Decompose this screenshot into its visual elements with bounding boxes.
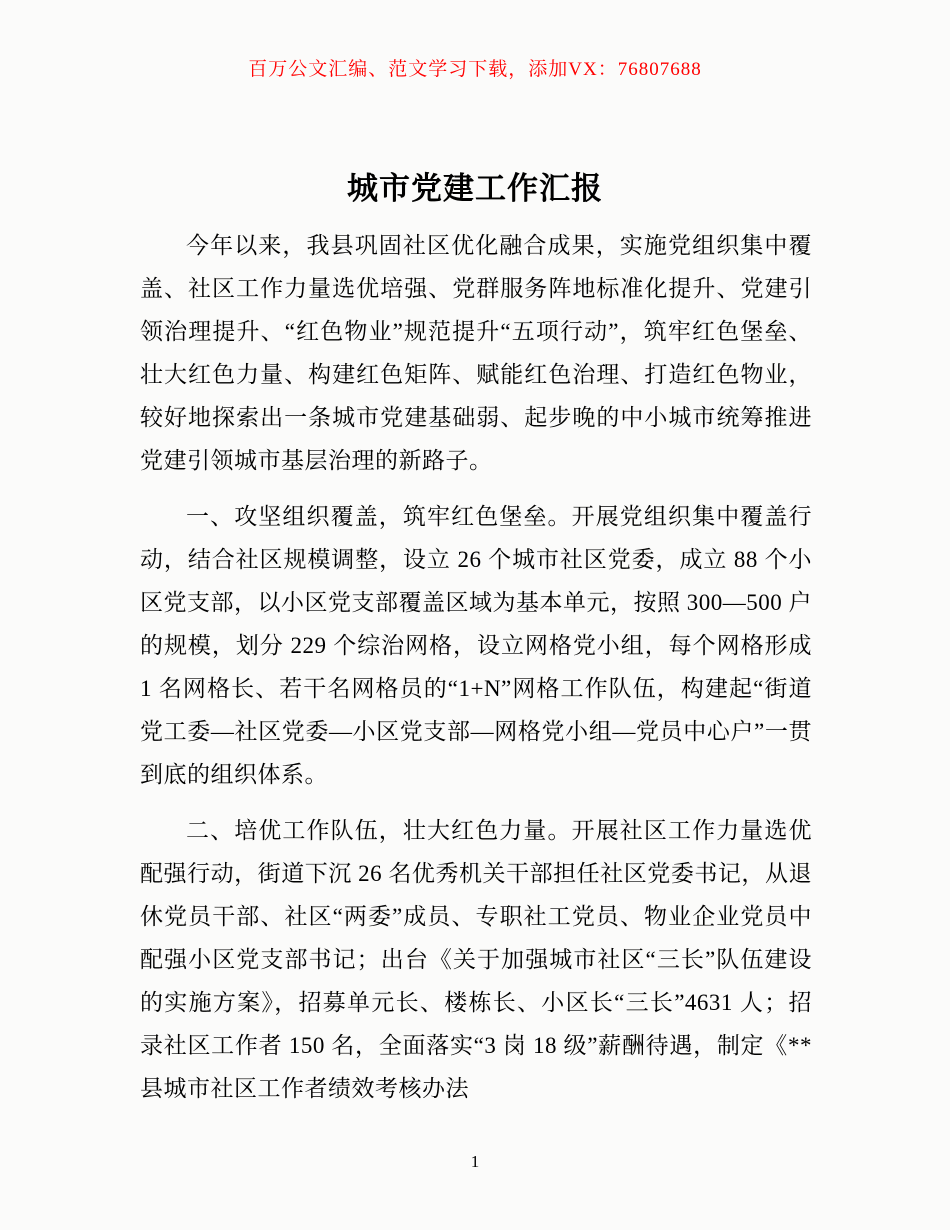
promo-header-text: 百万公文汇编、范文学习下载，添加VX：76807688 bbox=[248, 59, 702, 80]
paragraph-intro: 今年以来，我县巩固社区优化融合成果，实施党组织集中覆盖、社区工作力量选优培强、党群服务阵地标准化提升、党建引领治理提升、“红色物业”规范提升“五项行动”，筑牢红色堡垒、壮大红色力量、构建红色矩阵、赋能红色治理、打造红色物业，较好地探索出一条城市党建基础弱、起步晚的中小城市统筹推进党建引领城市基层治理的新路子。 bbox=[140, 233, 812, 473]
page-number: 1 bbox=[470, 1152, 480, 1171]
paragraph-section-2: 二、培优工作队伍，壮大红色力量。开展社区工作力量选优配强行动，街道下沉 26 名优秀机关干部担任社区党委书记，从退休党员干部、社区“两委”成员、专职社工党员、物业企业党员中配强小区党支部书记；出台《关于加强城市社区“三长”队伍建设的实施方案》，招募单元长、楼栋长、小区长“三长”4631 人；招录社区工作者 150 名，全面落实“3 岗 18 级”薪酬待遇，制定《**县城市社区工作者绩效考核办法 bbox=[140, 818, 812, 1101]
paragraph-section-1: 一、攻坚组织覆盖，筑牢红色堡垒。开展党组织集中覆盖行动，结合社区规模调整，设立 26 个城市社区党委，成立 88 个小区党支部，以小区党支部覆盖区域为基本单元，按照 300—500 户的规模，划分 229 个综治网格，设立网格党小组，每个网格形成 1 名网格长、若干名网格员的“1+N”网格工作队伍，构建起“街道党工委—社区党委—小区党支部—网格党小组—党员中心户”一贯到底的组织体系。 bbox=[140, 504, 812, 787]
document-body bbox=[140, 224, 812, 1123]
document-title: 城市党建工作汇报 bbox=[347, 171, 603, 206]
